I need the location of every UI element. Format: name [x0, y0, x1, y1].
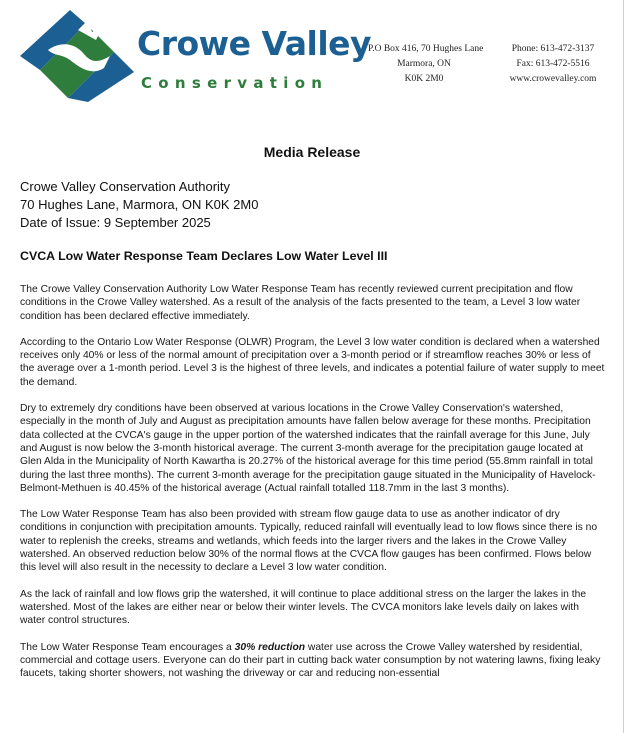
org-address: 70 Hughes Lane, Marmora, ON K0K 2M0 — [20, 197, 259, 212]
address-line: P.O Box 416, 70 Hughes Lane — [368, 44, 484, 54]
document-title: Media Release — [263, 144, 361, 160]
org-name: Crowe Valley Conservation Authority — [20, 179, 231, 194]
paragraph: The Low Water Response Team has also been provided with stream flow gauge data to use as another indicator of dry conditions in conjunction with precipitation amounts. Typically, reduced rainfall will eventually lead to low flows since there is no water to replenish the creeks, streams and wetlands, which feeds into the larger rivers and the lakes in the Crowe Valley watershed. An observed reduction below 30% of the normal flows at the CVCA flow gauges has been confirmed. Flows below this level will also result in the necessity to declare a Level 3 low water condition. — [20, 509, 598, 574]
paragraph: As the lack of rainfall and low flows grip the watershed, it will continue to place additional stress on the larger the lakes in the watershed. Most of the lakes are either near or below their winter levels. The CVCA monitors lake levels daily on lakes with water control structures. — [20, 588, 587, 627]
release-headline: CVCA Low Water Response Team Declares Low Water Level III — [20, 249, 388, 263]
paragraph-text: water use across the Crowe Valley watershed by residential, commercial and cottage users. Everyone can do their part in cutting back water consumption by not watering lawns, fixing leaky faucets, taking shorter showers, not washing the driveway or car and reducing non-essential — [20, 641, 601, 680]
paragraph: Dry to extremely dry conditions have been observed at various locations in the Crowe Valley Conservation's watershed, especially in the month of July and August as precipitation amounts have fallen below average for these months. Precipitation data collected at the CVCA's gauge in the upper portion of the watershed indicates that the rainfall average for this June, July and August is now below the 3-month historical average. The current 3-month average for the precipitation gauge located at Glen Alda in the Municipality of North Kawartha is 20.27% of the historical average for this time period (55.8mm rainfall in total during the last three months). The current 3-month average for the precipitation gauge situated in the Municipality of Havelock-Belmont-Methuen is 40.45% of the historical average (Actual rainfall totalled 118.7mm in the last 3 months). — [20, 403, 596, 494]
brand-subtitle: Conservation — [141, 74, 329, 92]
paragraph: The Crowe Valley Conservation Authority Low Water Response Team has recently reviewed current precipitation and flow conditions in the Crowe Valley watershed. As a result of the analysis of the facts presented to the team, a Level 3 low water condition has been declared effective immediately. — [20, 284, 581, 322]
phone-line: Phone: 613-472-3137 — [511, 44, 595, 54]
emphasis-text: 30% reduction — [234, 641, 306, 653]
issue-date: Date of Issue: 9 September 2025 — [20, 215, 211, 230]
address-line: Marmora, ON — [397, 59, 451, 69]
website-line: www.crowevalley.com — [509, 74, 597, 84]
release-body — [20, 283, 606, 693]
fax-line: Fax: 613-472-5516 — [516, 59, 590, 69]
address-line: K0K 2M0 — [404, 74, 444, 84]
brand-title: Crowe Valley — [137, 24, 372, 63]
contact-address — [368, 42, 484, 87]
crowe-valley-logo — [18, 10, 136, 102]
organization-block — [20, 178, 258, 232]
contact-phone — [498, 42, 608, 87]
paragraph-text: The Low Water Response Team encourages a — [20, 641, 235, 653]
paragraph — [20, 641, 606, 681]
paragraph: According to the Ontario Low Water Response (OLWR) Program, the Level 3 low water condition is declared when a watershed receives only 40% or less of the normal amount of precipitation over a 3-month period or if streamflow reaches 30% or less of the average over a 1-month period. Level 3 is the highest of three levels, and indicates a potential failure of water supply to meet the demand. — [20, 336, 605, 388]
